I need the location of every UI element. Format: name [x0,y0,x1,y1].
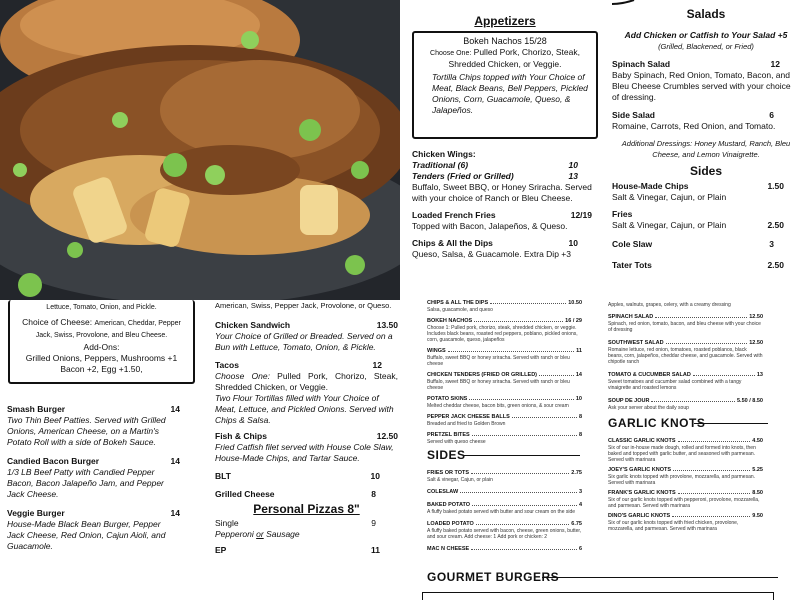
chicken-name: Chicken Sandwich [215,320,291,330]
print-item-name: JOEY'S GARLIC KNOTS [608,467,672,473]
side-chips-price: 1.50 [767,181,784,191]
print-item-dots [472,435,577,436]
nachos-choose-options: Pulled Pork, Chorizo, Steak, Shredded Chicken, or Veggie. [448,47,580,69]
print-item-price: 10.50 [568,300,582,306]
print-item [608,467,763,486]
print-item-name: CHIPS & ALL THE DIPS [427,300,489,306]
print-item-price: 6.75 [571,521,582,527]
knots-title: GARLIC KNOTS [608,416,706,430]
tacos-price: 12 [372,360,382,370]
print-menu [402,300,800,600]
ep-row [215,545,398,556]
fish-price: 12.50 [376,431,398,441]
print-item-dots [476,524,570,525]
cheese-choice [16,317,187,341]
gourmet-divider [542,577,778,578]
print-item-desc: Ask your server about the daily soup [608,405,689,411]
chips-name: Chips & All the Dips [412,238,493,248]
tacos-desc: Two Flour Tortillas filled with Your Choice of Meat, Lettuce, and Pickled Onions. Served with Chips & Salsa. [215,393,394,425]
tacos-choose-prefix: Choose One: [215,371,270,381]
print-item-dots [666,343,748,344]
wings-tenders-label: Tenders (Fried or Grilled) [412,171,514,181]
tots-row [612,260,800,271]
print-item [427,521,582,540]
print-item-desc: Six of our in-house made dough, rolled and formed into knots, then baked and topped with garlic butter, and seasoned with parmesan. Served with marinara [608,445,756,463]
print-item [608,314,763,333]
print-item-dots [472,505,577,506]
print-sides [427,470,582,559]
side-fries-row [612,209,800,220]
print-item-name: POTATO SKINS [427,396,468,402]
cheese-options: American, Cheddar, Pepper Jack, Swiss, Provolone, and Bleu Cheese. [35,320,181,339]
print-item-dots [469,399,574,400]
print-item-desc: A fluffy baked potato served with butter and sour cream on the side [427,509,576,515]
print-item-dots [474,321,563,322]
burger-desc: House-Made Black Bean Burger, Pepper Jack Cheese, Red Onion, Cajun Aioli, and Guacamole. [7,519,166,551]
side-salad-desc: Romaine, Carrots, Red Onion, and Tomato. [612,121,776,131]
print-item-desc: Six of our garlic knots topped with fried chicken, provolone, mozzarella, and parmesan. Served with marinara [608,520,739,532]
gourmet-box [422,592,774,600]
burger-row [7,456,180,467]
print-item-desc: Buffalo, sweet BBQ or honey sriracha. Served with ranch or bleu cheese [427,355,570,367]
print-item-name: CHICKEN TENDERS (FRIED OR GRILLED) [427,372,537,378]
burger-item [7,508,180,552]
nachos-choose-prefix: Choose One: [430,50,472,57]
print-item-name: DINO'S GARLIC KNOTS [608,513,671,519]
wings-tenders [412,171,598,182]
print-item-price: 12.50 [749,314,763,320]
print-item-row [427,318,582,325]
burger-name: Veggie Burger [7,508,65,518]
grilled-cheese-row [215,489,398,500]
single-desc-a: Pepperoni [215,529,254,539]
appetizers-title: Appetizers [474,14,536,28]
burger-name: Candied Bacon Burger [7,456,100,466]
print-item-row [608,314,763,321]
print-item-desc: Served with queso cheese [427,439,486,445]
fries-row [412,210,598,221]
print-item-desc: A fluffy baked potato served with bacon, cheese, green onions, butter, and sour cream. Add cheese: 1 Add pork or chicken: 2 [427,528,582,540]
side-salad-name: Side Salad [612,110,655,120]
pizza-title: Personal Pizzas 8" [253,502,360,516]
print-item-price: 8 [578,414,582,420]
appetizers-panel [412,0,598,300]
knots-divider [694,423,768,424]
blt-row [215,471,398,482]
print-item-desc: Sweet tomatoes and cucumber salad combined with a tangy vinaigrette and roasted lemons [608,379,742,391]
burger-illustration [0,0,400,300]
print-item-price: 10 [575,396,582,402]
spinach-price: 12 [770,59,780,69]
print-item-dots [693,375,755,376]
burger-price: 14 [170,404,180,414]
nachos-name: Bokeh Nachos 15/28 [463,36,547,46]
print-item-price: 11 [576,348,582,354]
burger-name: Smash Burger [7,404,66,414]
print-item-desc: Spinach, red onion, tomato, bacon, and bleu cheese with your choice of dressing [608,321,761,333]
chips-row [412,238,598,249]
print-item-name: PEPPER JACK CHEESE BALLS [427,414,510,420]
print-item-name: SOUTHWEST SALAD [608,340,664,346]
print-item [427,546,582,553]
sides-title: Sides [689,164,722,178]
burger-photo [0,0,400,300]
print-item-price: 8 [578,432,582,438]
wings-traditional [412,160,598,171]
print-garlic-knots [608,438,763,536]
single-name: Single [215,518,239,528]
print-item-dots [655,317,747,318]
side-fries-desc-row [612,220,800,231]
print-item-price: 2.75 [571,470,582,476]
print-item-name: SPINACH SALAD [608,314,654,320]
print-item [427,396,582,409]
print-sides-title: SIDES [427,448,466,462]
print-item-dots [471,549,577,550]
salads-addon: Add Chicken or Catfish to Your Salad +5 [624,30,788,40]
print-item-desc: Romaine lettuce, red onion, tomatoes, roasted poblanos, black beans, corn, jalapeños, cheddar cheese, and guacamole. Served with chipotle ranch [608,347,763,365]
burger-options-box [8,300,195,384]
single-price: 9 [371,518,376,528]
fish-desc: Fried Catfish filet served with House Cole Slaw, House-Made Chips, and Tartar Sauce. [215,442,394,463]
print-item-name: BAKED POTATO [427,502,471,508]
tots-price: 2.50 [767,260,784,270]
print-item-row [427,489,582,496]
dressings-note: Additional Dressings: Honey Mustard, Ranch, Bleu Cheese, and Lemon Vinaigrette. [621,139,791,159]
print-item-desc: Salt & vinegar, Cajun, or plain [427,477,493,483]
print-item-desc: Breaded and fried to Golden Brown [427,421,506,427]
print-salads [608,314,763,418]
chicken-row [215,320,398,331]
salads-addon-sub: (Grilled, Blackened, or Fried) [658,42,754,51]
burger-list [0,404,205,552]
wings-tenders-price: 13 [568,171,578,181]
burger-item [7,404,180,448]
nachos-choose [420,47,590,70]
spinach-desc: Baby Spinach, Red Onion, Tomato, Bacon, and Bleu Cheese Crumbles served with your choice of dressing. [612,70,791,102]
blt-price: 10 [370,471,380,481]
burger-item [7,456,180,500]
print-item-name: LOADED POTATO [427,521,474,527]
single-desc [215,529,398,540]
print-item-price: 13 [756,372,763,378]
side-fries-desc: Salt & Vinegar, Cajun, or Plain [612,220,727,230]
side-salad-row [612,110,800,121]
spinach-name: Spinach Salad [612,59,671,69]
lettuce-line: Lettuce, Tomato, Onion, and Pickle. [46,304,157,311]
burger-desc: Two Thin Beef Patties. Served with Grilled Onions, American Cheese, on a Martin's Potato Roll with a side of Bokeh Sauce. [7,415,166,447]
tacos-name: Tacos [215,360,239,370]
wings-desc: Buffalo, Sweet BBQ, or Honey Sriracha. Served with your choice of Ranch or Bleu Cheese. [412,182,592,203]
print-item-row [427,396,582,403]
print-item [427,489,582,496]
print-item-price: 6 [578,546,582,552]
fish-row [215,431,398,442]
print-item-row [427,300,582,307]
mains-panel [215,300,398,600]
print-item-name: TOMATO & CUCUMBER SALAD [608,372,691,378]
print-item-price: 4.50 [752,438,763,444]
print-item-name: BOKEH NACHOS [427,318,473,324]
print-item-name: FRIES OR TOTS [427,470,470,476]
print-item-price: 5.25 [752,467,763,473]
single-desc-or: or [256,529,264,539]
burger-desc: 1/3 LB Beef Patty with Candied Pepper Bacon, Bacon Jalapeño Jam, and Pepper Jack Cheese. [7,467,164,499]
print-item-row [608,340,763,347]
print-item [427,318,582,343]
print-item-row [608,513,763,520]
print-item-price: 5.50 / 8.50 [737,398,763,404]
side-salad-price: 6 [769,110,774,120]
print-item-row [608,372,763,379]
print-item-row [608,398,763,405]
print-item-name: COLESLAW [427,489,459,495]
fries-price: 12/19 [570,210,592,220]
print-item [427,432,582,445]
print-item-name: PRETZEL BITES [427,432,470,438]
tots-name: Tater Tots [612,260,652,270]
print-item-price: 8.50 [752,490,763,496]
print-item-desc: Choose 1: Pulled pork, chorizo, steak, shredded chicken, or veggie. Includes black beans, roasted red peppers, poblano, pickled onions, corn, guacamole, queso, jalapeños [427,325,578,343]
print-item-dots [678,493,751,494]
chicken-desc: Your Choice of Grilled or Breaded. Served on a Bun with Lettuce, Tomato, Onion, & Pickle. [215,331,393,352]
print-item [427,300,582,313]
print-item-price: 3 [578,489,582,495]
print-item-dots [539,375,574,376]
wings-trad-price: 10 [568,160,578,170]
print-item-desc: Six garlic knots topped with provolone, mozzarella, and parmesan. Served with marinara [608,474,756,486]
addons-label: Add-Ons: [83,342,120,352]
print-item-dots [672,516,750,517]
print-item-row [427,432,582,439]
nachos-desc: Tortilla Chips topped with Your Choice of Meat, Black Beans, Bell Peppers, Pickled Onions, Corn, Guacamole, Queso, & Jalapeños. [432,72,588,115]
chicken-price: 13.50 [376,320,398,330]
salads-title: Salads [686,7,726,21]
print-item-price: 12.50 [749,340,763,346]
logo-edge [612,0,636,6]
print-item [427,502,582,515]
print-item [608,438,763,463]
side-fries-price: 2.50 [767,220,784,230]
burgers-panel [0,300,205,600]
ep-price: 11 [371,545,380,555]
side-chips-name: House-Made Chips [612,181,689,191]
side-chips-row [612,181,800,192]
burger-row [7,404,180,415]
print-item-row [427,521,582,528]
print-item-dots [651,401,735,402]
print-item-desc: Buffalo, sweet BBQ or honey sriracha. Served with ranch or bleu cheese [427,379,570,391]
print-item-row [427,414,582,421]
print-item-row [427,502,582,509]
slaw-row [612,239,800,250]
print-item-desc: Salsa, guacamole, and queso [427,307,493,313]
print-item [608,513,763,532]
chips-price: 10 [568,238,578,248]
tacos-choose [215,371,398,393]
grilled-cheese-price: 8 [371,489,376,499]
slaw-price: 3 [769,239,774,249]
print-item [427,348,582,367]
print-item [427,470,582,483]
print-item [608,398,763,411]
tacos-row [215,360,398,371]
chips-desc: Queso, Salsa, & Guacamole. Extra Dip +3 [412,249,571,259]
print-item-price: 4 [578,502,582,508]
print-item [427,414,582,427]
slaw-name: Cole Slaw [612,239,653,249]
grilled-cheese-name: Grilled Cheese [215,489,275,499]
burger-row [7,508,180,519]
print-item-dots [512,417,577,418]
print-item-price: 9.50 [752,513,763,519]
print-item-dots [490,303,566,304]
print-item-name: WINGS [427,348,446,354]
cheese-label: Choice of Cheese: [22,317,93,327]
print-item-row [427,348,582,355]
print-item-name: MAC N CHEESE [427,546,470,552]
print-item-price: 14 [575,372,582,378]
salad-top-line: Apples, walnuts, grapes, celery, with a creamy dressing [608,302,731,308]
print-item-row [608,467,763,474]
print-item-dots [471,473,569,474]
print-item-row [427,470,582,477]
print-item-dots [448,351,575,352]
tacos-choose-options: Pulled Pork, Chorizo, Steak, Shredded Chicken, or Veggie. [215,371,398,392]
print-item [608,490,763,509]
spinach-row [612,59,800,70]
print-item-row [427,372,582,379]
print-item-desc: Melted cheddar cheese, bacon bits, green onions, & sour cream [427,403,569,409]
fries-name: Loaded French Fries [412,210,496,220]
fries-desc: Topped with Bacon, Jalapeños, & Queso. [412,221,568,231]
print-item-name: SOUP DE JOUR [608,398,650,404]
addons-list: Grilled Onions, Peppers, Mushrooms +1 Bacon +2, Egg +1.50, [25,353,178,374]
gourmet-title: GOURMET BURGERS [427,570,560,584]
print-item-desc: Six of our garlic knots topped with pepperoni, provolone, mozzarella, and parmesan. Served with marinara [608,497,760,509]
sides-divider [464,455,580,456]
burger-price: 14 [170,456,180,466]
burger-price: 14 [170,508,180,518]
fish-name: Fish & Chips [215,431,267,441]
mains-top-line: American, Swiss, Pepper Jack, Provolone, or Queso. [215,301,392,310]
salads-panel [612,0,800,300]
print-item-name: FRANK'S GARLIC KNOTS [608,490,676,496]
single-row [215,518,398,529]
side-fries-name: Fries [612,209,633,219]
print-item-dots [673,470,750,471]
ep-name: EP [215,545,227,555]
print-item-row [427,546,582,553]
print-item-price: 16 / 29 [565,318,582,324]
side-chips-desc: Salt & Vinegar, Cajun, or Plain [612,192,727,202]
print-item [608,340,763,365]
blt-name: BLT [215,471,231,481]
single-desc-b: Sausage [266,529,300,539]
print-appetizers [427,300,582,450]
print-item-row [608,438,763,445]
print-item-dots [460,492,577,493]
print-item [608,372,763,391]
nachos-box [412,31,598,139]
wings-name: Chicken Wings: [412,149,476,159]
print-item-name: CLASSIC GARLIC KNOTS [608,438,676,444]
print-item-dots [678,441,751,442]
print-item [427,372,582,391]
wings-trad-label: Traditional (6) [412,160,469,170]
print-item-row [608,490,763,497]
